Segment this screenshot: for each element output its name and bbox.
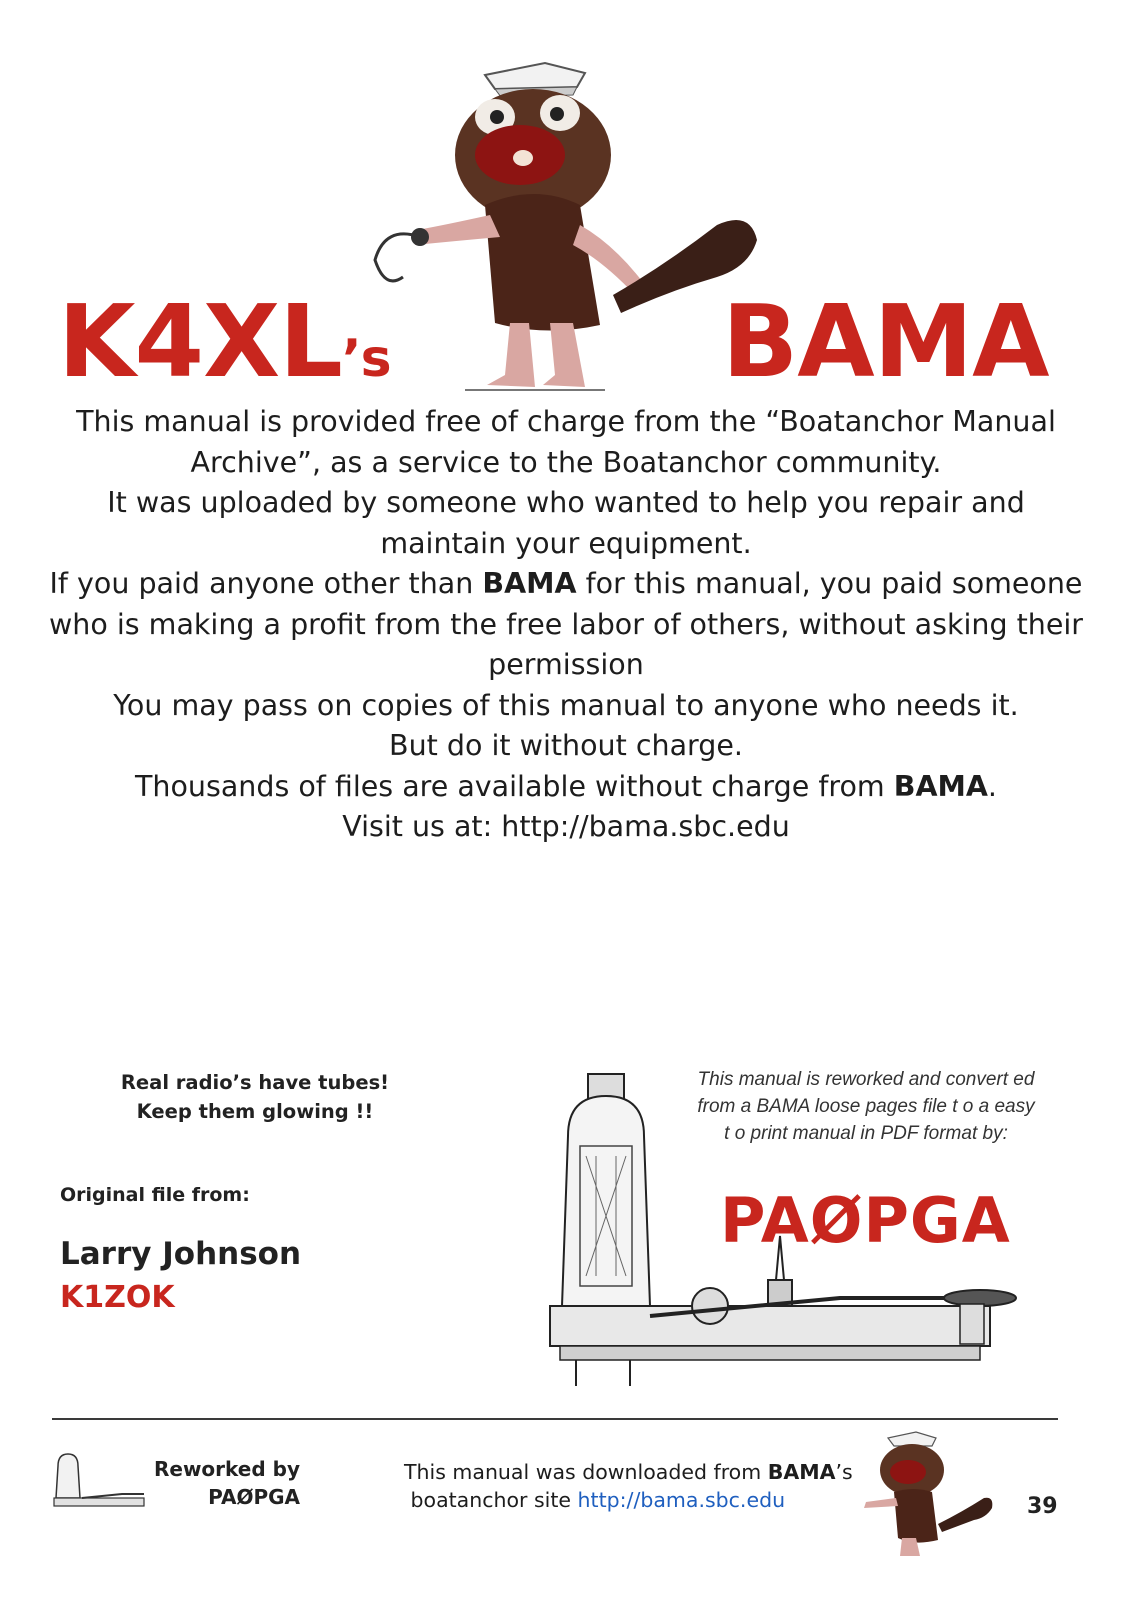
notice-p3-pre: If you paid anyone other than [49, 567, 483, 600]
notice-body [40, 402, 1092, 848]
notice-paragraph-5: But do it without charge. [389, 729, 743, 762]
title-apostrophe-s: ’s [341, 329, 391, 389]
notice-paragraph-1: This manual is provided free of charge from the “Boatanchor Manual Archive”, as a service to the Boatanchor community. [76, 405, 1056, 479]
rework-note-line1: This manual is reworked and convert ed [697, 1069, 1035, 1090]
notice-p6-pre: Thousands of files are available without charge from [135, 769, 894, 803]
tubes-slogan-line2: Keep them glowing !! [136, 1100, 374, 1123]
rework-note-line3: t o print manual in PDF format by: [724, 1123, 1008, 1144]
notice-paragraph-2: It was uploaded by someone who wanted to help you repair and maintain your equipment. [107, 486, 1025, 560]
bama-beaver-mascot-small [838, 1428, 998, 1560]
footer-download-pre: This manual was downloaded from [404, 1460, 768, 1484]
rework-note [676, 1066, 1056, 1147]
title-bama: BAMA [722, 283, 1049, 400]
page-number: 39 [1027, 1494, 1058, 1519]
bama-beaver-mascot [345, 55, 775, 395]
footer-download-note [404, 1458, 853, 1514]
footer-download-line2 [404, 1486, 853, 1514]
footer-reworked-by-call: PAØPGA [208, 1485, 300, 1509]
footer-download-line1 [404, 1458, 853, 1486]
author-name: Larry Johnson [60, 1236, 302, 1272]
title-k4xl [58, 283, 391, 400]
title-k4xl-text: K4XL [58, 283, 342, 400]
notice-p6-bold: BAMA [893, 769, 988, 803]
author-callsign: K1ZOK [60, 1280, 175, 1315]
notice-p3-bold: BAMA [482, 567, 577, 600]
footer-site-link[interactable]: http://bama.sbc.edu [577, 1488, 786, 1512]
notice-p6-post: . [987, 769, 997, 803]
reworker-callsign-large: PAØPGA [720, 1184, 1011, 1257]
notice-p3-post: for this manual, you paid someone who is making a profit from the free labor of others, without asking their permission [48, 567, 1083, 681]
footer-reworked-by [130, 1455, 300, 1511]
rework-note-line2: from a BAMA loose pages file t o a easy [697, 1096, 1035, 1117]
footer-download-bold: BAMA [767, 1460, 836, 1484]
original-file-label: Original file from: [60, 1184, 250, 1206]
footer-download-post: ’s [835, 1460, 853, 1484]
notice-paragraph-3 [40, 564, 1092, 686]
notice-paragraph-7: Visit us at: http://bama.sbc.edu [342, 810, 790, 843]
footer-divider [52, 1418, 1058, 1420]
tubes-slogan-line1: Real radio’s have tubes! [120, 1071, 390, 1094]
notice-paragraph-4: You may pass on copies of this manual to anyone who needs it. [113, 688, 1019, 722]
notice-paragraph-6 [40, 767, 1092, 808]
footer-site-pre: boatanchor site [410, 1488, 578, 1512]
tubes-slogan [90, 1068, 420, 1126]
footer-reworked-by-label: Reworked by [153, 1457, 300, 1481]
